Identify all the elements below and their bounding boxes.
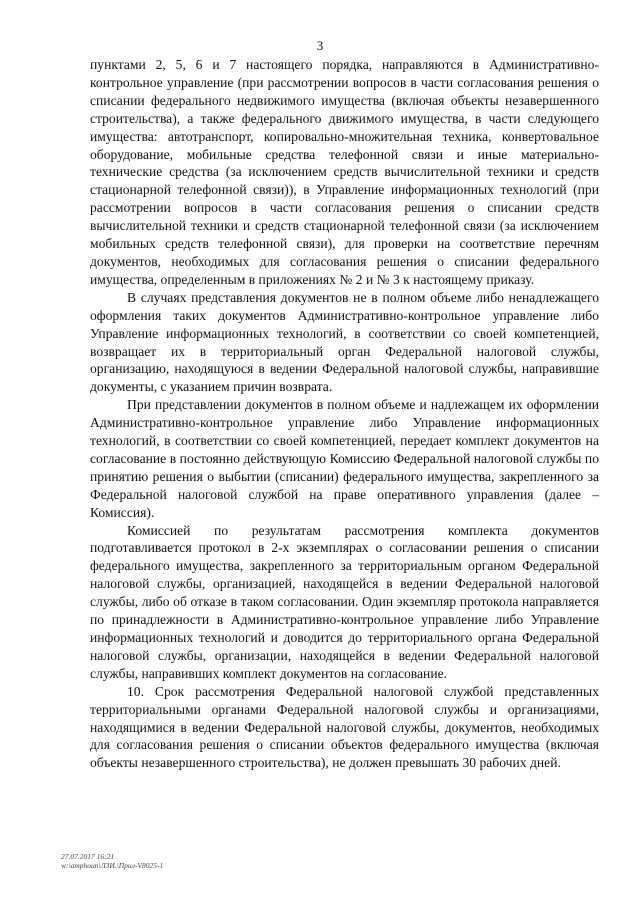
paragraph-incomplete-documents: В случаях представления документов не в полном объеме либо ненадлежащего оформления таких документов Административно-контрольное управление либо Управление информационных технологий, в соответствии со своей компетенцией, возвращает их в территориальный орган Федеральной налоговой службы, организацию, находящуюся в ведении Федеральной налоговой службы, направившие документы, с указанием причин возврата. [90, 289, 599, 395]
document-body [90, 56, 599, 772]
paragraph-review-deadline: 10. Срок рассмотрения Федеральной налоговой службой представленных территориальными органами Федеральной налоговой службы и организациями, находящимися в ведении Федеральной налоговой службы, документов, необходимых для согласования решения о списании объектов федерального имущества (включая объекты незавершенного строительства), не должен превышать 30 рабочих дней. [90, 683, 599, 771]
footer-file-stamp [61, 852, 163, 870]
page-number: 3 [316, 38, 324, 53]
paragraph-commission-protocol: Комиссией по результатам рассмотрения комплекта документов подготавливается протокол в 2-х экземплярах о согласовании решения о списании федерального имущества, закрепленного за территориальным органом Федеральной налоговой службы, организацией, находящейся в ведении Федеральной налоговой службы, либо об отказе в таком согласовании. Один экземпляр протокола направляется по принадлежности в Административно-контрольное управление либо Управление информационных технологий и доводится до территориального органа Федеральной налоговой службы, организации, находящейся в ведении Федеральной налоговой службы, направивших комплект документов на согласование. [90, 522, 599, 681]
footer-timestamp: 27.07.2017 16:21 [61, 852, 115, 861]
paragraph-continuation: пунктами 2, 5, 6 и 7 настоящего порядка, направляются в Административно-контрольное управление (при рассмотрении вопросов в части согласования решения о списании федерального недвижимого имущества (включая объекты незавершенного строительства), а также федерального движимого имущества, в части следующего имущества: автотранспорт, копировально-множительная техника, конвертовальное оборудование, мобильные средства телефонной связи и иные материально-технические средства (за исключением средств вычислительной техники и средств стационарной телефонной связи)), в Управление информационных технологий (при рассмотрении вопросов в части согласования решения о списании средств вычислительной техники и средств стационарной телефонной связи (за исключением мобильных средств телефонной связи), для проверки на соответствие перечням документов, необходимых для согласования решения о списании федерального имущества, определенным в приложениях № 2 и № 3 к настоящему приказу. [90, 57, 599, 287]
footer-file-path: w:\amphoun\ЛЗИ.\Прил-V8025-1 [61, 861, 164, 870]
paragraph-complete-documents: При представлении документов в полном объеме и надлежащем их оформлении Административно-контрольное управление либо Управление информационных технологий, в соответствии со своей компетенцией, передает комплект документов на согласование в постоянно действующую Комиссию Федеральной налоговой службы по принятию решения о выбытии (списании) федерального имущества, закрепленного за Федеральной налоговой службой на праве оперативного управления (далее – Комиссия). [90, 397, 599, 520]
